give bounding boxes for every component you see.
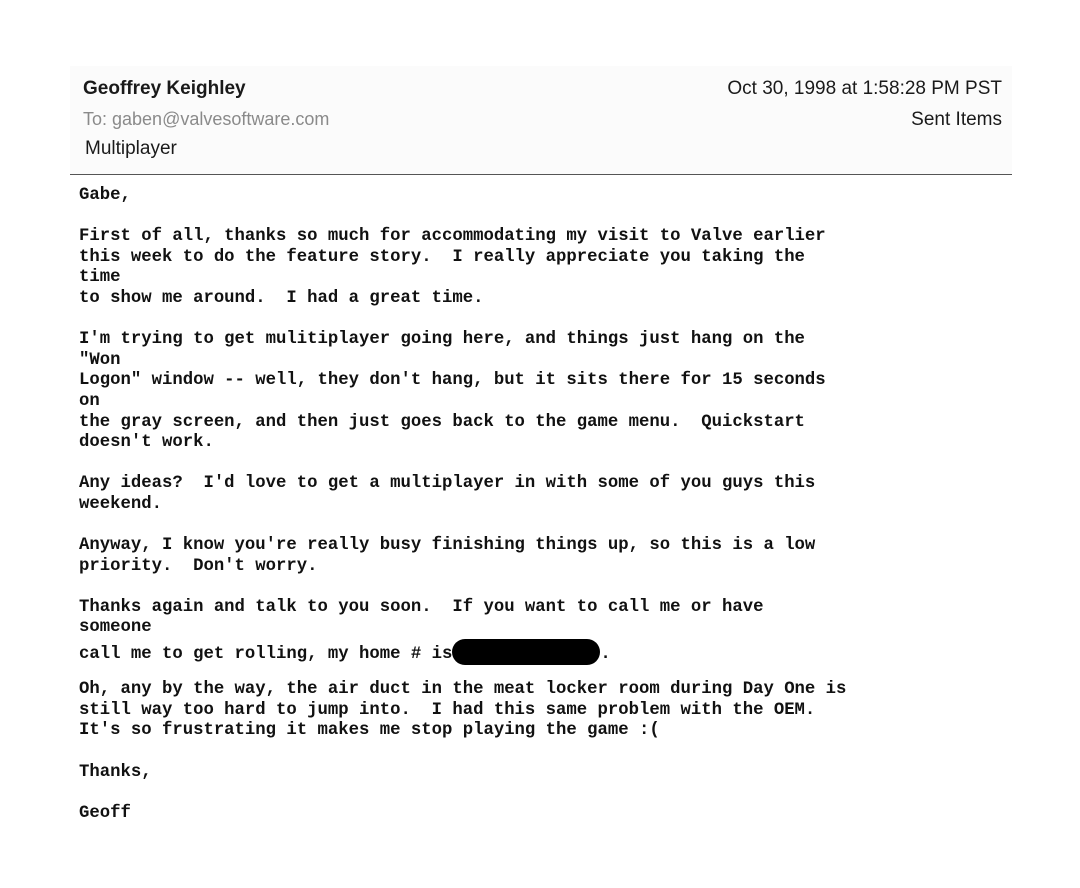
body-line: this week to do the feature story. I really appreciate you taking the [79,247,805,267]
body-line: the gray screen, and then just goes back to the game menu. Quickstart [79,412,805,432]
redacted-phone-number [452,639,600,665]
recipient-line[interactable]: To: gaben@valvesoftware.com [83,109,330,129]
blank-line [79,516,979,537]
body-line: weekend. [79,494,162,514]
sender-name[interactable]: Geoffrey Keighley [83,78,246,99]
email-date: Oct 30, 1998 at 1:58:28 PM PST [727,78,1002,99]
body-line: Logon" window -- well, they don't hang, but it sits there for 15 seconds [79,371,826,391]
blank-line [79,207,979,228]
body-line: "Won [79,350,121,370]
body-line: I'm trying to get mulitiplayer going here, and things just hang on the [79,330,805,350]
blank-line [79,577,979,598]
body-line: Oh, any by the way, the air duct in the meat locker room during Day One is [79,680,847,700]
closing-line: Thanks, [79,762,152,782]
body-line: on [79,391,100,411]
blank-line [79,310,979,331]
body-line: to show me around. I had a great time. [79,288,484,308]
phone-line [79,639,979,665]
body-line: priority. Don't worry. [79,556,318,576]
greeting-line: Gabe, [79,186,131,205]
body-line: Anyway, I know you're really busy finishing things up, so this is a low [79,536,816,556]
body-line: It's so frustrating it makes me stop playing the game :( [79,721,660,741]
body-line: Thanks again and talk to you soon. If you want to call me or have [79,597,764,617]
body-line: someone [79,618,152,638]
phone-line-prefix: call me to get rolling, my home # is [79,645,453,665]
body-line: First of all, thanks so much for accommodating my visit to Valve earlier [79,227,826,247]
blank-line [79,783,979,804]
mailbox-folder[interactable]: Sent Items [911,109,1002,130]
phone-line-suffix: . [600,645,611,665]
email-body [79,186,979,824]
email-header [70,66,1012,175]
body-line: doesn't work. [79,433,214,453]
body-line: time [79,268,121,288]
blank-line [79,742,979,763]
signature-line: Geoff [79,803,131,823]
body-line: Any ideas? I'd love to get a multiplayer in with some of you guys this [79,474,816,494]
blank-line [79,454,979,475]
body-line: still way too hard to jump into. I had this same problem with the OEM. [79,700,816,720]
email-subject: Multiplayer [85,138,177,159]
